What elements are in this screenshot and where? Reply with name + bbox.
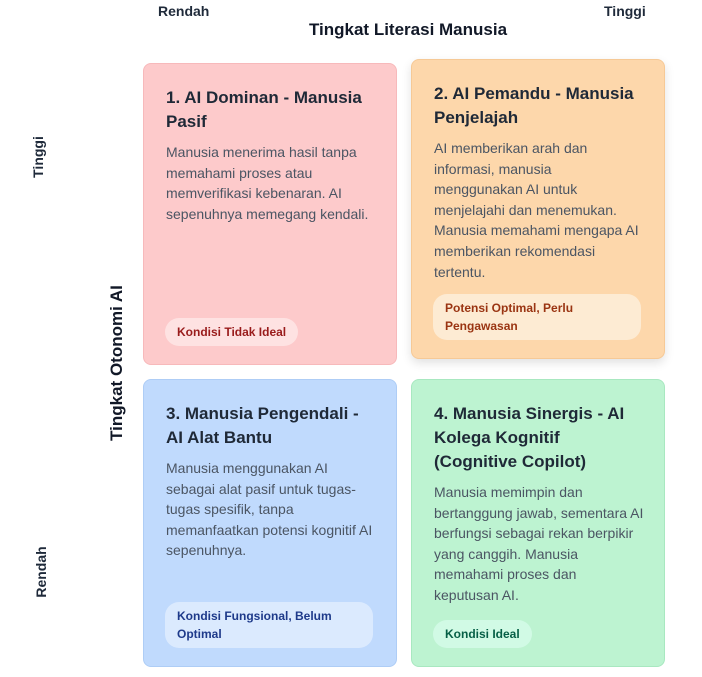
- quadrant-title: 4. Manusia Sinergis - AI Kolega Kognitif (Cognitive Copilot): [434, 404, 625, 471]
- quadrant-description: Manusia memimpin dan bertanggung jawab, sementara AI berfungsi sebagai rekan berpikir yang canggih. Manusia memahami proses dan keputusan AI.: [434, 484, 644, 603]
- quadrant-description: AI memberikan arah dan informasi, manusia menggunakan AI untuk menjelajahi dan menemukan. Manusia memahami mengapa AI memberikan rekomendasi tertentu.: [434, 140, 639, 280]
- status-badge: Kondisi Ideal: [433, 620, 532, 648]
- x-axis-low-label: Rendah: [158, 3, 210, 19]
- quadrant-description: Manusia menggunakan AI sebagai alat pasif untuk tugas-tugas spesifik, tanpa memanfaatkan potensi kognitif AI sepenuhnya.: [166, 460, 373, 559]
- status-badge: Potensi Optimal, Perlu Pengawasan: [433, 294, 641, 340]
- quadrant-1-card: [143, 63, 397, 365]
- y-axis-low-label: Rendah: [33, 546, 49, 598]
- y-axis-title: Tingkat Otonomi AI: [107, 285, 126, 441]
- x-axis-high-label: Tinggi: [604, 3, 646, 19]
- quadrant-title: 2. AI Pemandu - Manusia Penjelajah: [434, 84, 634, 127]
- quadrant-2-card: [411, 59, 665, 359]
- quadrant-title: 3. Manusia Pengendali - AI Alat Bantu: [166, 404, 359, 447]
- quadrant-3-card: [143, 379, 397, 667]
- x-axis-title: Tingkat Literasi Manusia: [308, 20, 508, 39]
- y-axis-high-label: Tinggi: [30, 136, 46, 178]
- quadrant-description: Manusia menerima hasil tanpa memahami proses atau memverifikasi kebenaran. AI sepenuhnya memegang kendali.: [166, 144, 369, 222]
- quadrant-4-card: [411, 379, 665, 667]
- status-badge: Kondisi Fungsional, Belum Optimal: [165, 602, 373, 648]
- status-badge: Kondisi Tidak Ideal: [165, 318, 298, 346]
- quadrant-title: 1. AI Dominan - Manusia Pasif: [166, 88, 362, 131]
